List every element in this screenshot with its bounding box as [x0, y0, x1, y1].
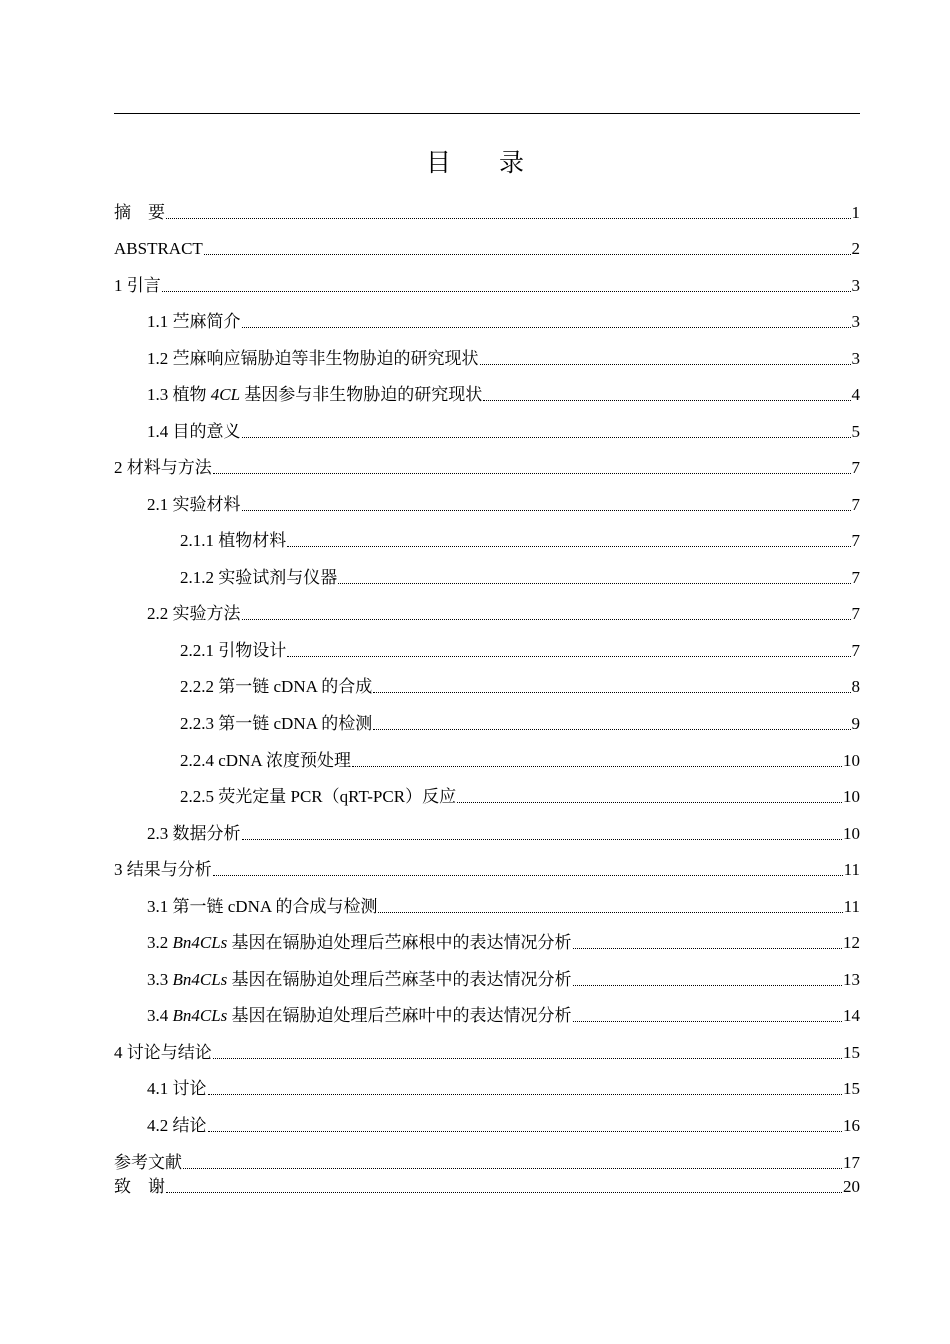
toc-entry-4-1[interactable]: [147, 1076, 860, 1100]
toc-dot-leader: [573, 948, 842, 949]
toc-entry-label: 3.3 Bn4CLs 基因在镉胁迫处理后苎麻茎中的表达情况分析: [147, 970, 572, 989]
toc-dot-leader: [213, 473, 851, 474]
toc-dot-leader: [457, 802, 842, 803]
toc-entry-3-3[interactable]: [147, 967, 860, 991]
toc-dot-leader: [242, 437, 851, 438]
toc-dot-leader: [242, 619, 851, 620]
toc-page-number: 11: [843, 897, 860, 916]
toc-entry-acknowledgements[interactable]: [114, 1174, 860, 1198]
toc-entry-label: 2 材料与方法: [114, 458, 212, 477]
toc-entry-2[interactable]: [114, 455, 860, 479]
toc-dot-leader: [208, 1131, 843, 1132]
toc-entry-2-2-1[interactable]: [180, 638, 860, 662]
toc-entry-label: 4.1 讨论: [147, 1079, 207, 1098]
toc-entry-label: 2.2.5 荧光定量 PCR（qRT-PCR）反应: [180, 787, 457, 806]
toc-page-number: 7: [851, 495, 860, 514]
toc-dot-leader: [166, 1192, 842, 1193]
toc-title-char-1: 目: [425, 148, 451, 177]
toc-entry-label: 1.4 目的意义: [147, 422, 241, 441]
toc-entry-label: 2.1.1 植物材料: [180, 531, 287, 550]
toc-entry-abstract-en[interactable]: [114, 236, 860, 260]
toc-entry-label: 4 讨论与结论: [114, 1043, 212, 1062]
toc-entry-label: 2.3 数据分析: [147, 824, 241, 843]
toc-dot-leader: [573, 985, 842, 986]
toc-entry-label: 致 谢: [114, 1177, 165, 1196]
toc-page-number: 7: [851, 458, 860, 477]
toc-page-number: 8: [851, 677, 860, 696]
toc-entry-abstract-cn[interactable]: [114, 200, 860, 224]
toc-dot-leader: [480, 364, 851, 365]
toc-dot-leader: [208, 1094, 843, 1095]
toc-entry-2-3[interactable]: [147, 821, 860, 845]
toc-page-number: 20: [843, 1177, 860, 1196]
toc-dot-leader: [373, 729, 850, 730]
toc-dot-leader: [373, 692, 850, 693]
toc-page-number: 2: [851, 239, 860, 258]
toc-entry-2-1[interactable]: [147, 492, 860, 516]
toc-entry-label: 1 引言: [114, 276, 161, 295]
toc-entry-label: 1.2 苎麻响应镉胁迫等非生物胁迫的研究现状: [147, 349, 479, 368]
toc-page-number: 5: [851, 422, 860, 441]
toc-entry-3[interactable]: [114, 857, 860, 881]
toc-entry-2-2[interactable]: [147, 601, 860, 625]
toc-dot-leader: [483, 400, 850, 401]
toc-entry-4[interactable]: [114, 1040, 860, 1064]
toc-entry-label: 2.1 实验材料: [147, 495, 241, 514]
toc-page-number: 10: [843, 751, 860, 770]
toc-page-number: 9: [851, 714, 860, 733]
toc-dot-leader: [287, 546, 850, 547]
toc-entry-label: 3.2 Bn4CLs 基因在镉胁迫处理后苎麻根中的表达情况分析: [147, 933, 572, 952]
toc-page-number: 3: [851, 276, 860, 295]
toc-entry-label: 1.1 苎麻简介: [147, 312, 241, 331]
toc-page-number: 14: [843, 1006, 860, 1025]
toc-entry-label: 2.2.2 第一链 cDNA 的合成: [180, 677, 373, 696]
toc-entry-1-4[interactable]: [147, 419, 860, 443]
toc-entry-2-1-1[interactable]: [180, 528, 860, 552]
toc-dot-leader: [287, 656, 850, 657]
toc-page-number: 3: [851, 349, 860, 368]
toc-page-number: 3: [851, 312, 860, 331]
toc-dot-leader: [213, 1058, 842, 1059]
toc-entry-label: 2.2 实验方法: [147, 604, 241, 623]
toc-page-number: 7: [851, 641, 860, 660]
toc-entry-label: 4.2 结论: [147, 1116, 207, 1135]
toc-dot-leader: [213, 875, 843, 876]
toc-page-number: 1: [851, 203, 860, 222]
toc-entry-label: 2.2.3 第一链 cDNA 的检测: [180, 714, 373, 733]
toc-entry-1[interactable]: [114, 273, 860, 297]
toc-page-number: 4: [851, 385, 860, 404]
toc-entry-1-1[interactable]: [147, 309, 860, 333]
toc-entry-label: 3 结果与分析: [114, 860, 212, 879]
toc-page-number: 15: [843, 1043, 860, 1062]
toc-dot-leader: [166, 218, 851, 219]
toc-dot-leader: [162, 291, 851, 292]
toc-dot-leader: [183, 1168, 842, 1169]
toc-page-number: 13: [843, 970, 860, 989]
toc-page-number: 10: [843, 824, 860, 843]
toc-dot-leader: [242, 327, 851, 328]
toc-entry-1-3[interactable]: [147, 382, 860, 406]
toc-entry-references[interactable]: [114, 1150, 860, 1174]
toc-entry-3-4[interactable]: [147, 1003, 860, 1027]
toc-entry-2-1-2[interactable]: [180, 565, 860, 589]
toc-entry-1-2[interactable]: [147, 346, 860, 370]
toc-entry-2-2-2[interactable]: [180, 674, 860, 698]
toc-dot-leader: [204, 254, 851, 255]
toc-page-number: 16: [843, 1116, 860, 1135]
toc-entry-label: 3.4 Bn4CLs 基因在镉胁迫处理后苎麻叶中的表达情况分析: [147, 1006, 572, 1025]
toc-page-number: 11: [843, 860, 860, 879]
toc-entry-2-2-3[interactable]: [180, 711, 860, 735]
toc-page-number: 7: [851, 604, 860, 623]
toc-entry-label: 2.1.2 实验试剂与仪器: [180, 568, 338, 587]
toc-dot-leader: [573, 1021, 842, 1022]
toc-entry-label: 2.2.4 cDNA 浓度预处理: [180, 751, 351, 770]
toc-dot-leader: [242, 510, 851, 511]
toc-entry-label: 2.2.1 引物设计: [180, 641, 287, 660]
toc-entry-3-2[interactable]: [147, 930, 860, 954]
toc-page-number: 12: [843, 933, 860, 952]
toc-title-char-2: 录: [499, 148, 525, 177]
toc-entry-3-1[interactable]: [147, 894, 860, 918]
toc-dot-leader: [352, 766, 842, 767]
toc-page-number: 7: [851, 531, 860, 550]
toc-dot-leader: [242, 839, 843, 840]
toc-page-number: 10: [843, 787, 860, 806]
toc-entry-label: 摘 要: [114, 203, 165, 222]
toc-entry-label: 3.1 第一链 cDNA 的合成与检测: [147, 897, 378, 916]
toc-entry-label: 参考文献: [114, 1153, 182, 1172]
toc-entry-4-2[interactable]: [147, 1113, 860, 1137]
toc-dot-leader: [378, 912, 842, 913]
toc-dot-leader: [338, 583, 850, 584]
toc-entry-label: ABSTRACT: [114, 239, 203, 258]
toc-entry-2-2-5[interactable]: [180, 784, 860, 808]
toc-page-number: 15: [843, 1079, 860, 1098]
toc-page-number: 7: [851, 568, 860, 587]
toc-entry-label: 1.3 植物 4CL 基因参与非生物胁迫的研究现状: [147, 385, 483, 404]
toc-entry-2-2-4[interactable]: [180, 748, 860, 772]
toc-page-number: 17: [843, 1153, 860, 1172]
